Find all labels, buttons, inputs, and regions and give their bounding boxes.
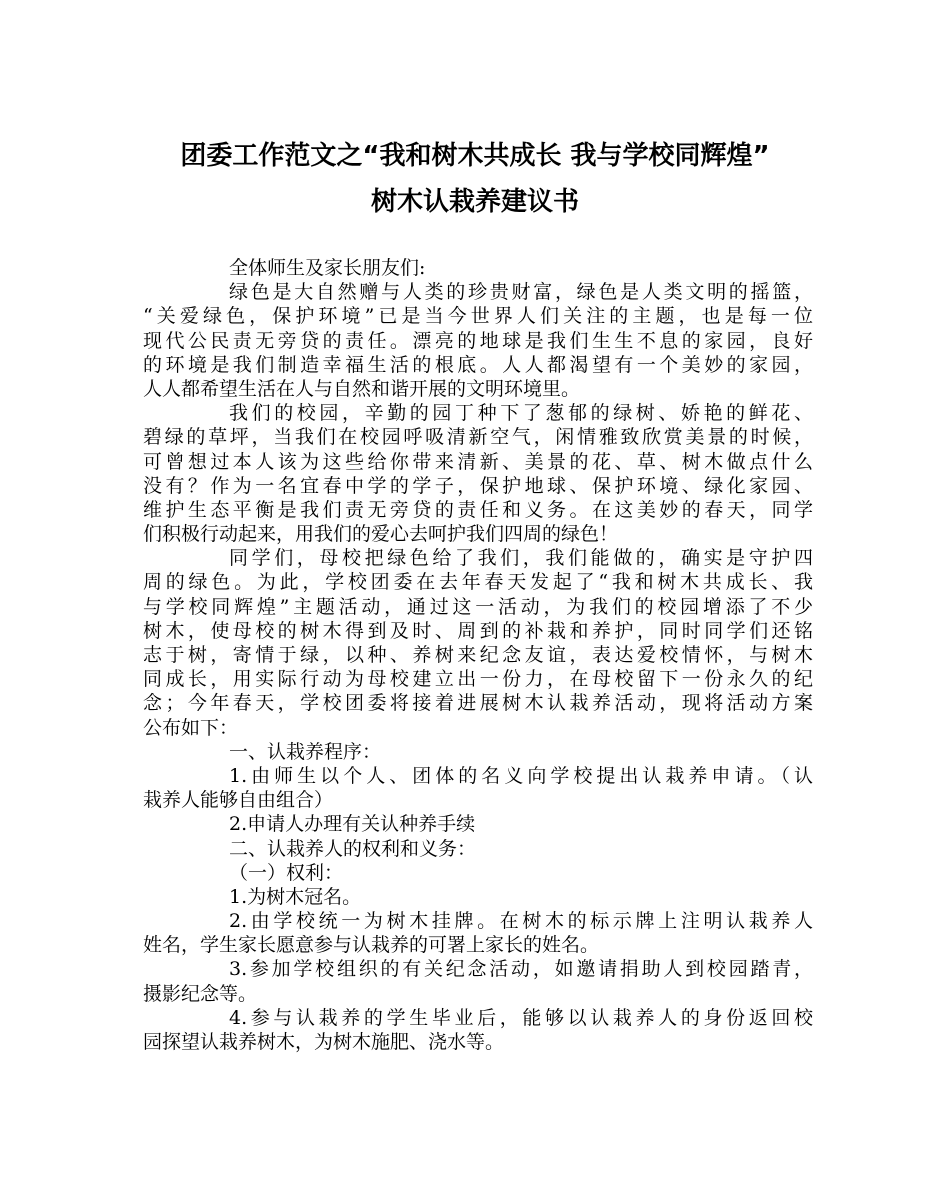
body-text-line: 人人都希望生活在人与自然和谐开展的文明环境里。	[143, 377, 581, 400]
body-text-line: 园探望认栽养树木，为树木施肥、浇水等。	[143, 1031, 505, 1053]
document-title-line-1: 团委工作范文之“我和树木共成长 我与学校同辉煌”	[180, 141, 770, 171]
body-text-line: 树木，使母校的树木得到及时、周到的补栽和养护，同时同学们还铭	[143, 619, 813, 642]
document-body	[143, 256, 813, 1054]
body-text-line: 3.参加学校组织的有关纪念活动，如邀请捐助人到校园踏青，	[229, 958, 813, 981]
body-text-line: 们积极行动起来，用我们的爱心去呵护我们四周的绿色！	[143, 523, 619, 546]
body-text-line: 志于树，寄情于绿，以种、养树来纪念友谊，表达爱校情怀，与树木	[143, 644, 813, 666]
body-text-line: 1.由师生以个人、团体的名义向学校提出认栽养申请。（认	[229, 764, 813, 787]
body-text-line: 全体师生及家长朋友们:	[229, 257, 426, 279]
body-text-line: “关爱绿色，保护环境”已是当今世界人们关注的主题，也是每一位	[143, 305, 813, 328]
body-text-line: 2.由学校统一为树木挂牌。在树木的标示牌上注明认栽养人	[229, 910, 813, 933]
body-text-line: 维护生态平衡是我们责无旁贷的责任和义务。在这美妙的春天，同学	[143, 498, 813, 521]
body-text-line: 2.申请人办理有关认种养手续	[229, 813, 476, 836]
body-text-line: 周的绿色。为此，学校团委在去年春天发起了“我和树木共成长、我	[143, 571, 813, 594]
body-text-line: 同学们，母校把绿色给了我们，我们能做的，确实是守护四	[229, 547, 813, 570]
body-text-line: 的环境是我们制造幸福生活的根底。人人都渴望有一个美妙的家园，	[143, 353, 813, 376]
body-text-line: 同成长，用实际行动为母校建立出一份力，在母校留下一份永久的纪	[143, 668, 813, 691]
body-text-line: 现代公民责无旁贷的责任。漂亮的地球是我们生生不息的家园，良好	[143, 329, 813, 352]
body-text-line: 念；今年春天，学校团委将接着进展树木认栽养活动，现将活动方案	[143, 692, 813, 715]
body-text-line: 4.参与认栽养的学生毕业后，能够以认栽养人的身份返回校	[229, 1006, 813, 1029]
document-title-line-2: 树木认栽养建议书	[370, 187, 579, 217]
body-text-line: 二、认栽养人的权利和义务：	[229, 837, 477, 860]
body-text-line: 一、认栽养程序：	[229, 740, 382, 763]
body-text-line: 1.为树木冠名。	[229, 885, 362, 908]
body-text-line: 碧绿的草坪，当我们在校园呼吸清新空气，闲情雅致欣赏美景的时候，	[143, 426, 813, 449]
body-text-line: 姓名，学生家长愿意参与认栽养的可署上家长的姓名。	[143, 934, 600, 957]
body-text-line: （一）权利：	[229, 861, 344, 884]
body-text-line: 与学校同辉煌”主题活动，通过这一活动，为我们的校园增添了不少	[143, 595, 813, 618]
body-text-line: 栽养人能够自由组合）	[143, 789, 334, 812]
body-text-line: 绿色是大自然赠与人类的珍贵财富，绿色是人类文明的摇篮，	[229, 281, 813, 304]
body-text-line: 公布如下：	[143, 716, 239, 739]
body-text-line: 摄影纪念等。	[143, 982, 258, 1005]
body-text-line: 没有？作为一名宜春中学的学子，保护地球、保护环境、绿化家园、	[143, 474, 813, 497]
body-text-line: 可曾想过本人该为这些给你带来清新、美景的花、草、树木做点什么	[143, 450, 813, 473]
body-text-line: 我们的校园，辛勤的园丁种下了葱郁的绿树、娇艳的鲜花、	[229, 402, 813, 425]
